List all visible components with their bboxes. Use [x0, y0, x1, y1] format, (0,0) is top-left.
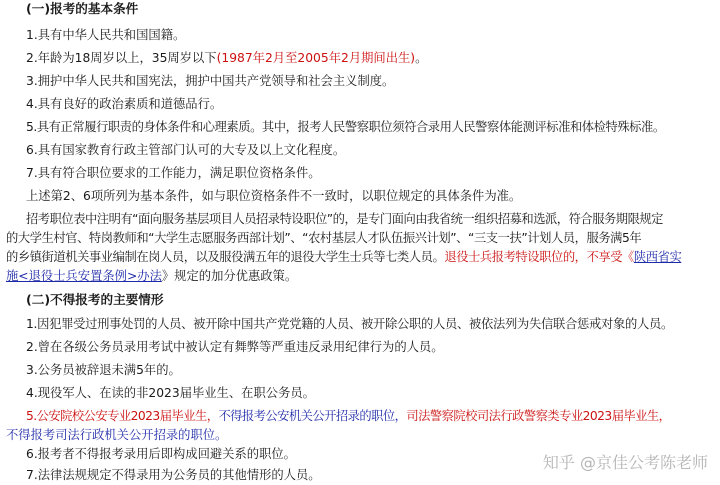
- s2-item2: 2.曾在各级公务员录用考试中被认定有舞弊等严重违反录用纪律行为的人员。: [26, 340, 444, 354]
- s2-item5-part-c: 司法警察院校司法行政警察类专业2023届毕业生，: [406, 409, 671, 423]
- s1-para-line3-red: 退役士兵报考特设职位的，不享受《: [444, 250, 634, 264]
- s1-para-line4-text: 》规定的加分优惠政策。: [161, 269, 298, 283]
- s1-para-line3-text: 的乡镇街道机关事业编制在岗人员，以及服役满五年的退役大学生士兵等七类人员。: [6, 250, 445, 264]
- s1-para-line4: [6, 268, 297, 284]
- s1-item3: 3.拥护中华人民共和国宪法，拥护中国共产党领导和社会主义制度。: [26, 74, 395, 88]
- s1-item2-text: 2.年龄为18周岁以上，35周岁以下: [26, 51, 217, 65]
- s1-item6: 6.具有国家教育行政主管部门认可的大专及以上文化程度。: [26, 143, 346, 157]
- s2-item5-cont: 不得报考司法行政机关公开招录的职位。: [6, 428, 228, 442]
- s2-item3: 3.公务员被辞退未满5年的。: [26, 363, 181, 377]
- s2-item5-part-a: 5.公安院校公安专业2023届毕业生，: [26, 409, 219, 423]
- s1-item7: 7.具有符合职位要求的工作能力，满足职位资格条件。: [26, 166, 321, 180]
- s1-item4: 4.具有良好的政治素质和道德品行。: [26, 97, 223, 111]
- s2-item6: 6.报考者不得报考录用后即构成回避关系的职位。: [26, 447, 296, 461]
- regulation-link-part1[interactable]: 陕西省实: [633, 250, 682, 264]
- s1-item2-birth-range: (1987年2月至2005年2月期间出生): [216, 51, 416, 65]
- s2-item1: 1.因犯罪受过刑事处罚的人员、被开除中国共产党党籍的人员、被开除公职的人员、被依法列为失信联合惩戒对象的人员。: [26, 317, 673, 331]
- s1-para-line2: 的大学生村官、特岗教师和“大学生志愿服务西部计划”、“农村基层人才队伍振兴计划”、“三支一扶”计划人员，服务满5年: [6, 231, 642, 245]
- section2-heading: (二)不得报考的主要情形: [26, 292, 164, 307]
- regulation-link-part2[interactable]: 施<退役士兵安置条例>办法: [6, 269, 162, 283]
- s2-item5: [26, 408, 670, 424]
- zhihu-watermark: 知乎 @京佳公考陈老师: [542, 453, 708, 472]
- s1-para-line1: 招考职位表中注明有“面向服务基层项目人员招录特设职位”的，是专门面向由我省统一组织招募和选派，符合服务期限规定: [26, 212, 663, 226]
- s2-item7: 7.法律法规规定不得录用为公务员的其他情形的人员。: [26, 468, 321, 482]
- s1-item1: 1.具有中华人民共和国国籍。: [26, 28, 186, 42]
- s2-item5-part-b: 不得报考公安机关公开招录的职位，: [218, 409, 407, 423]
- s1-item5: 5.具有正常履行职责的身体条件和心理素质。其中，报考人民警察职位须符合录用人民警察体能测评标准和体检特殊标准。: [26, 120, 665, 134]
- s1-item2: [26, 50, 427, 66]
- s1-item2-end: 。: [415, 51, 428, 65]
- s1-para-line3: [6, 249, 681, 265]
- s2-item4: 4.现役军人、在读的非2023届毕业生、在职公务员。: [26, 386, 315, 400]
- section1-heading: (一)报考的基本条件: [26, 1, 139, 16]
- s1-note: 上述第2、6项所列为基本条件，如与职位资格条件不一致时，以职位规定的具体条件为准。: [26, 189, 522, 203]
